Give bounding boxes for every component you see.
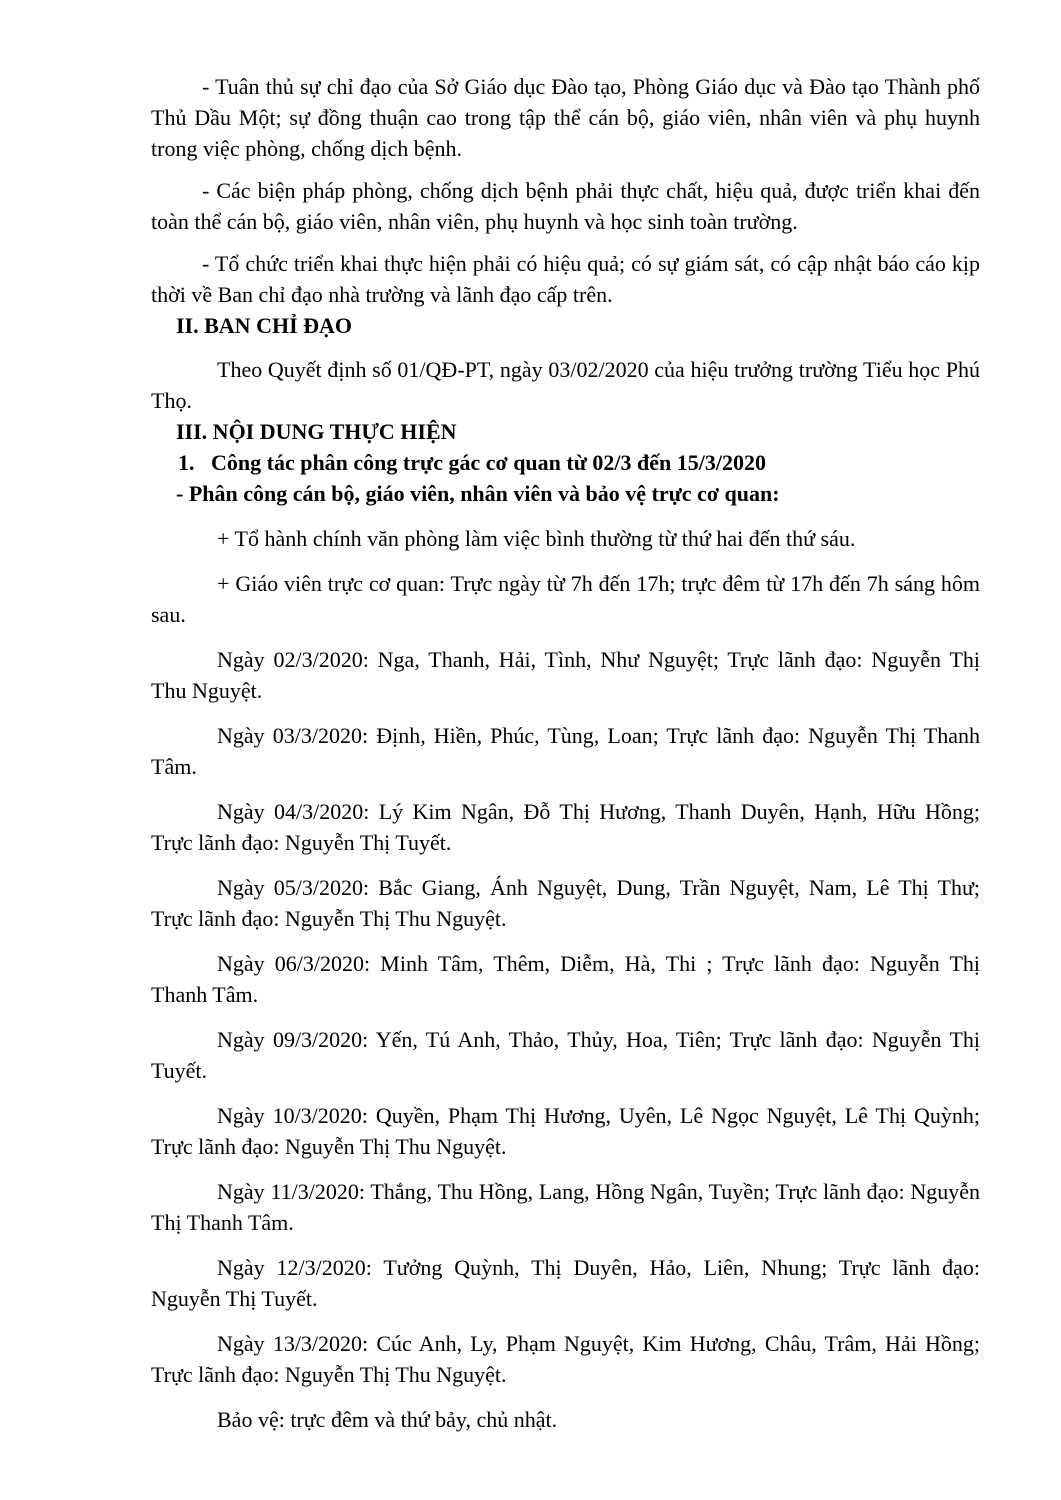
intro-paragraph-3: - Tổ chức triển khai thực hiện phải có hiệu quả; có sự giám sát, có cập nhật báo cáo kịp thời về Ban chỉ đạo nhà trường và lãnh đạo cấp trên. [151,251,980,307]
assignment-heading: - Phân công cán bộ, giáo viên, nhân viên và bảo vệ trực cơ quan: [176,481,780,506]
teacher-line: + Giáo viên trực cơ quan: Trực ngày từ 7h đến 17h; trực đêm từ 17h đến 7h sáng hôm sau. [151,571,980,627]
schedule-entry: Ngày 12/3/2020: Tưởng Quỳnh, Thị Duyên, Hảo, Liên, Nhung; Trực lãnh đạo: Nguyễn Thị Tuyết. [151,1255,980,1311]
schedule-entry: Ngày 09/3/2020: Yến, Tú Anh, Thảo, Thủy, Hoa, Tiên; Trực lãnh đạo: Nguyễn Thị Tuyết. [151,1027,980,1083]
office-line: + Tổ hành chính văn phòng làm việc bình thường từ thứ hai đến thứ sáu. [217,526,856,551]
schedule-entry: Ngày 03/3/2020: Định, Hiền, Phúc, Tùng, Loan; Trực lãnh đạo: Nguyễn Thị Thanh Tâm. [151,723,980,779]
item-1-title: Công tác phân công trực gác cơ quan từ 02/3 đến 15/3/2020 [211,450,766,475]
schedule-entry: Ngày 02/3/2020: Nga, Thanh, Hải, Tình, Như Nguyệt; Trực lãnh đạo: Nguyễn Thị Thu Nguyệt. [151,647,980,703]
item-1-number: 1. [178,450,195,475]
schedule-entry: Ngày 04/3/2020: Lý Kim Ngân, Đỗ Thị Hương, Thanh Duyên, Hạnh, Hữu Hồng; Trực lãnh đạo: Nguyễn Thị Tuyết. [151,799,980,855]
schedule-entry: Ngày 06/3/2020: Minh Tâm, Thêm, Diễm, Hà, Thi ; Trực lãnh đạo: Nguyễn Thị Thanh Tâm. [151,951,980,1007]
item-1-heading [151,447,980,478]
schedule-entry: Ngày 10/3/2020: Quyền, Phạm Thị Hương, Uyên, Lê Ngọc Nguyệt, Lê Thị Quỳnh; Trực lãnh đạo: Nguyễn Thị Thu Nguyệt. [151,1103,980,1159]
intro-paragraph-2: - Các biện pháp phòng, chống dịch bệnh phải thực chất, hiệu quả, được triển khai đến toàn thể cán bộ, giáo viên, nhân viên, phụ huynh và học sinh toàn trường. [151,178,980,234]
schedule-entry: Ngày 11/3/2020: Thắng, Thu Hồng, Lang, Hồng Ngân, Tuyền; Trực lãnh đạo: Nguyễn Thị Thanh Tâm. [151,1179,980,1235]
schedule-entry: Ngày 13/3/2020: Cúc Anh, Ly, Phạm Nguyệt, Kim Hương, Châu, Trâm, Hải Hồng; Trực lãnh đạo: Nguyễn Thị Thu Nguyệt. [151,1331,980,1387]
intro-paragraph-1: - Tuân thủ sự chỉ đạo của Sở Giáo dục Đào tạo, Phòng Giáo dục và Đào tạo Thành phố Thủ Dầu Một; sự đồng thuận cao trong tập thể cán bộ, giáo viên, nhân viên và phụ huynh trong việc phòng, chống dịch bệnh. [151,74,980,161]
security-line: Bảo vệ: trực đêm và thứ bảy, chủ nhật. [217,1407,558,1432]
section-2-body: Theo Quyết định số 01/QĐ-PT, ngày 03/02/2020 của hiệu trưởng trường Tiểu học Phú Thọ. [151,357,980,413]
section-2-heading: II. BAN CHỈ ĐẠO [176,313,353,338]
section-3-heading: III. NỘI DUNG THỰC HIỆN [176,419,457,444]
schedule-entry: Ngày 05/3/2020: Bắc Giang, Ánh Nguyệt, Dung, Trần Nguyệt, Nam, Lê Thị Thư; Trực lãnh đạo: Nguyễn Thị Thu Nguyệt. [151,875,980,931]
